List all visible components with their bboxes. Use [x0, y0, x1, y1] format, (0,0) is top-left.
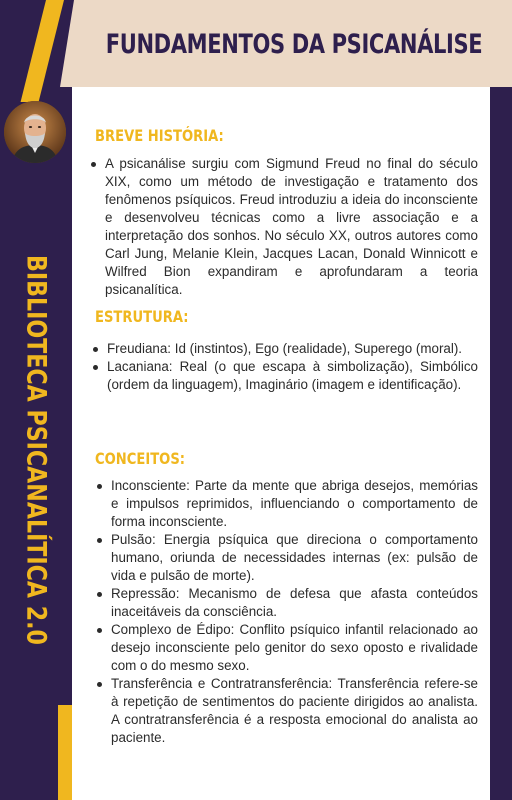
- section-heading-concepts: CONCEITOS:: [95, 449, 186, 468]
- concepts-list: [96, 477, 478, 747]
- page-title: FUNDAMENTOS DA PSICANÁLISE: [105, 28, 483, 60]
- list-item: Lacaniana: Real (o que escapa à simbolização), Simbólico (ordem da linguagem), Imaginário (imagem e identificação).: [92, 358, 478, 394]
- list-item: Complexo de Édipo: Conflito psíquico infantil relacionado ao desejo inconsciente pelo genitor do sexo oposto e rivalidade com o do mesmo sexo.: [96, 621, 478, 675]
- section-heading-history: BREVE HISTÓRIA:: [95, 126, 224, 145]
- section-heading-structure: ESTRUTURA:: [95, 307, 189, 326]
- list-item: Inconsciente: Parte da mente que abriga desejos, memórias e impulsos reprimidos, influenciando o comportamento de forma inconsciente.: [96, 477, 478, 531]
- structure-list: [92, 340, 478, 394]
- list-item: A psicanálise surgiu com Sigmund Freud no final do século XIX, como um método de investigação e tratamento dos fenômenos psíquicos. Freud introduziu a ideia do inconsciente e desenvolveu técnicas como a livre associação e a interpretação dos sonhos. No século XX, outros autores como Carl Jung, Melanie Klein, Jacques Lacan, Donald Winnicott e Wilfred Bion expandiram e aprofundaram a teoria psicanalítica.: [90, 155, 478, 299]
- freud-portrait-icon: [4, 101, 66, 163]
- list-item: Transferência e Contratransferência: Transferência refere-se à repetição de sentimentos do paciente dirigidos ao analista. A contratransferência é a resposta emocional do analista ao paciente.: [96, 675, 478, 747]
- list-item: Repressão: Mecanismo de defesa que afasta conteúdos inaceitáveis da consciência.: [96, 585, 478, 621]
- list-item: Freudiana: Id (instintos), Ego (realidade), Superego (moral).: [92, 340, 478, 358]
- list-item: Pulsão: Energia psíquica que direciona o comportamento humano, oriunda de necessidades internas (ex: pulsão de vida e pulsão de morte).: [96, 531, 478, 585]
- history-list: [90, 155, 478, 299]
- avatar: [4, 101, 66, 163]
- sidebar-vertical-title: BIBLIOTECA PSICANALÍTICA 2.0: [20, 255, 52, 645]
- decorative-stripe-top: [21, 0, 64, 102]
